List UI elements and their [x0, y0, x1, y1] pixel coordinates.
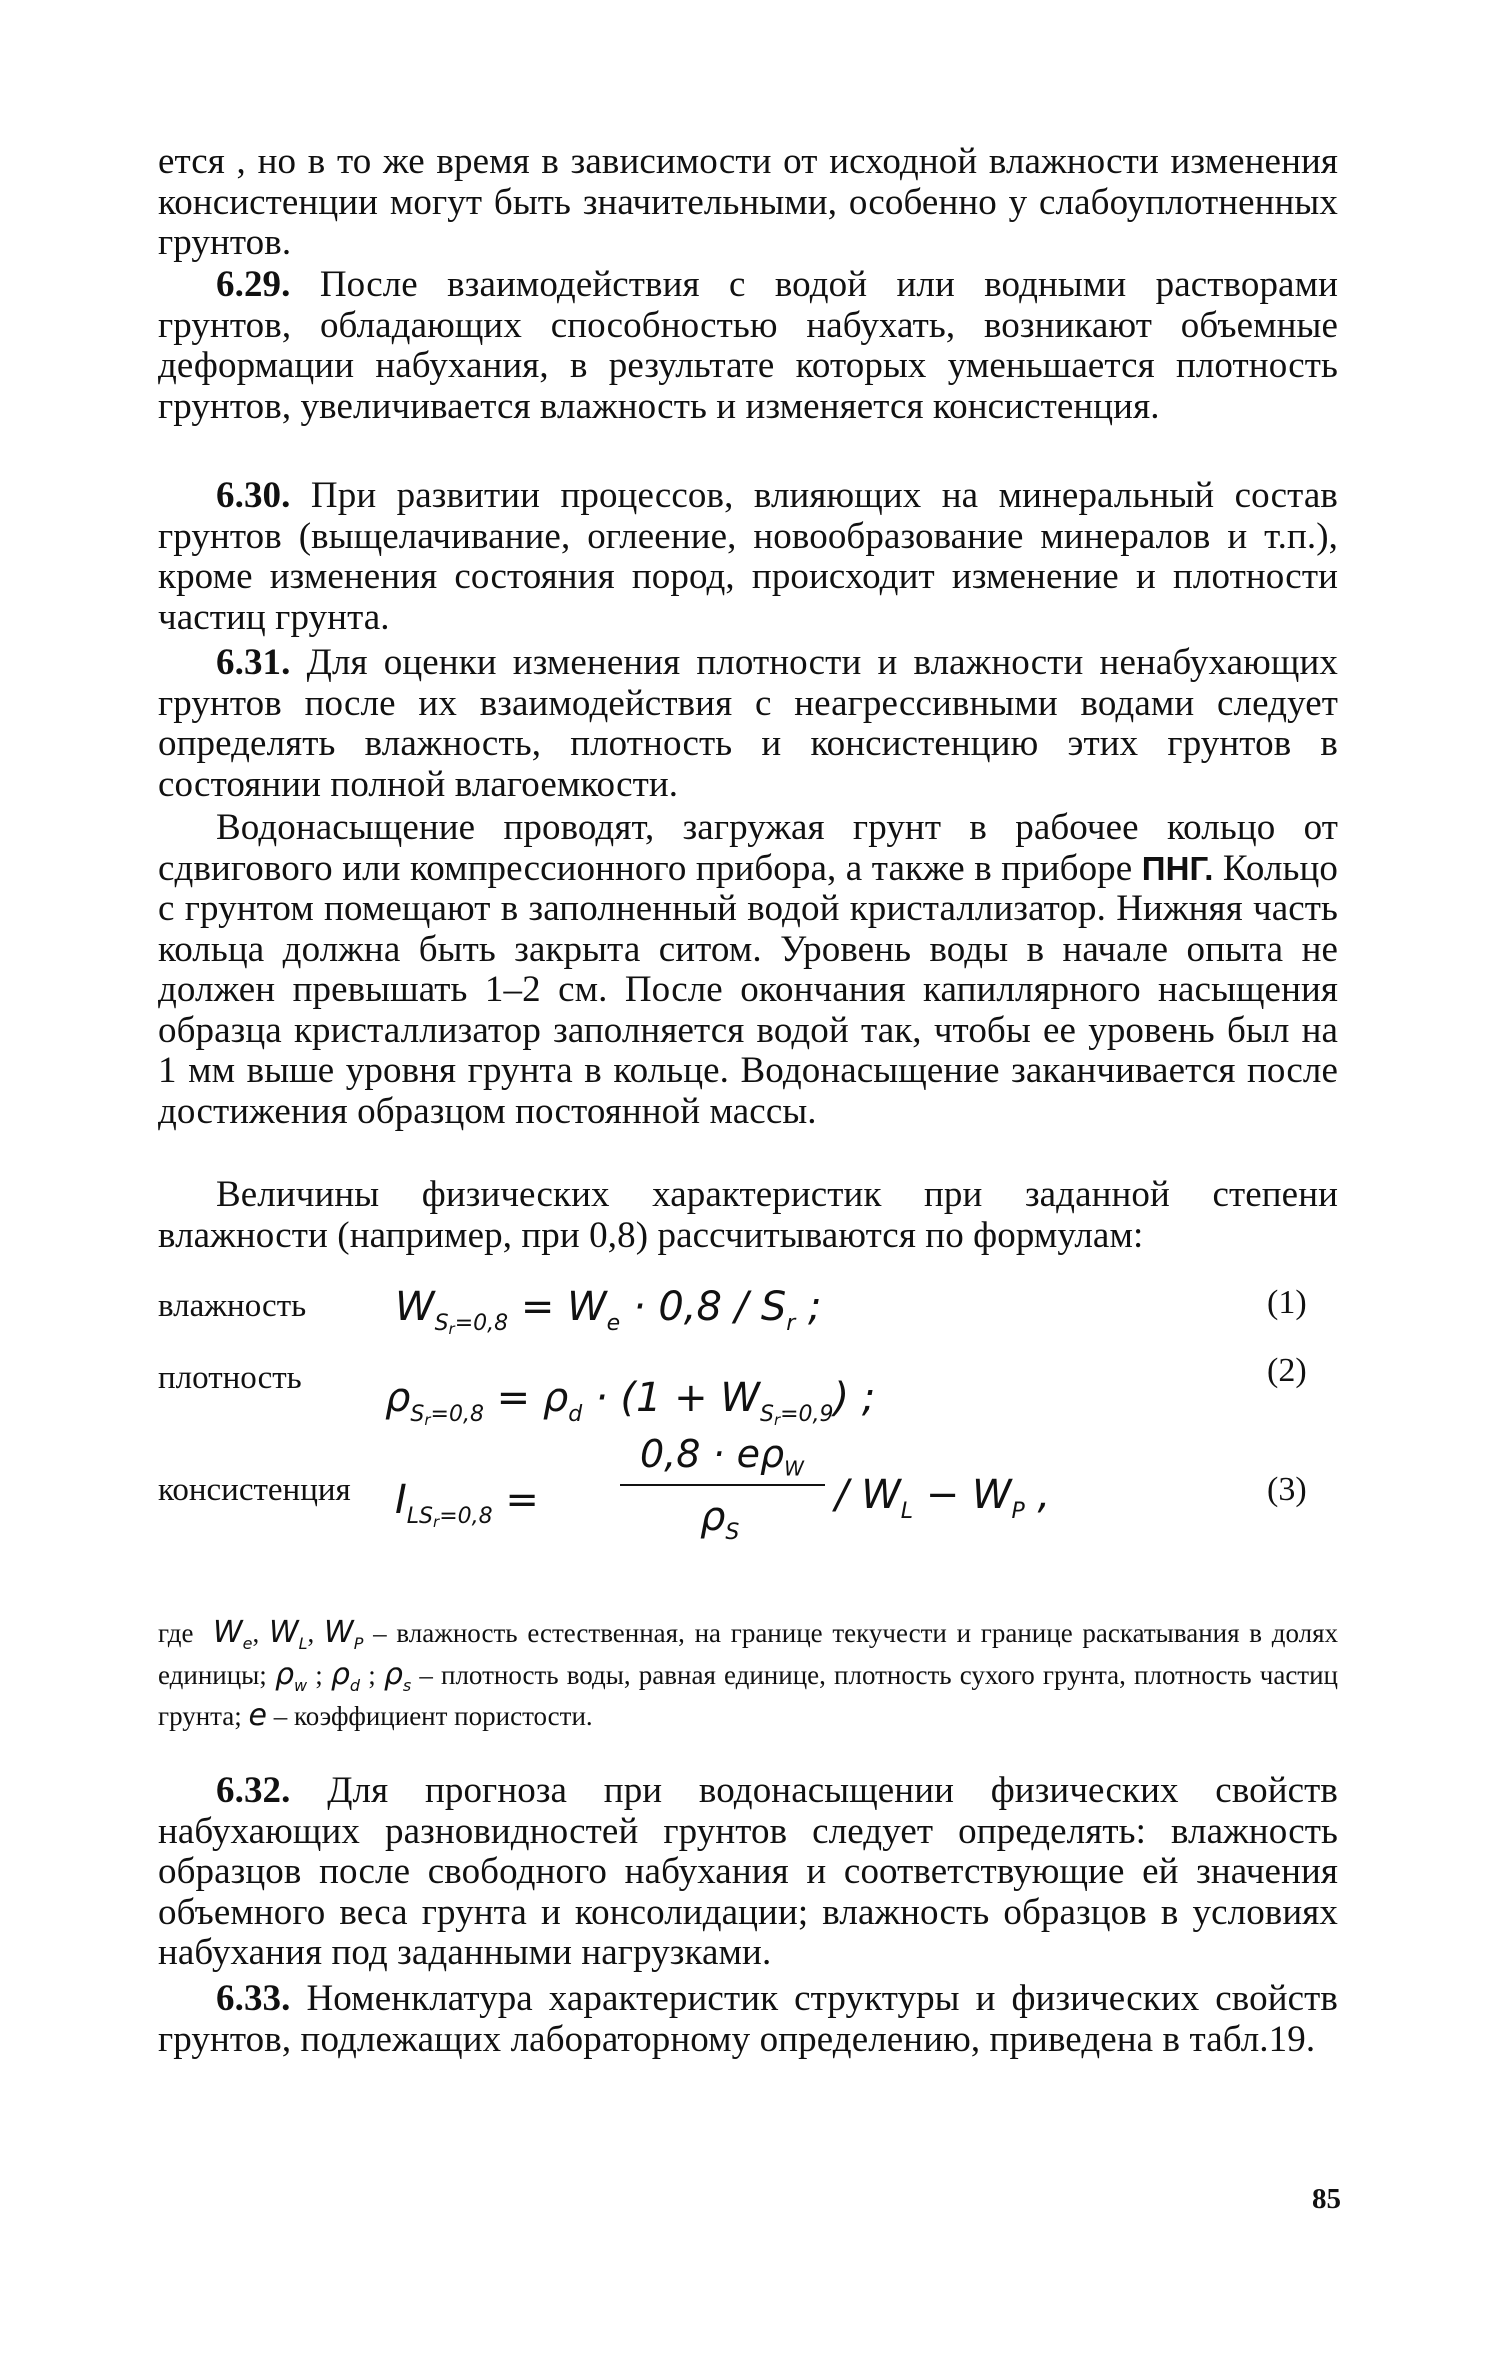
- device-name: ПНГ.: [1141, 849, 1214, 887]
- paragraph-6-31: 6.31. Для оценки изменения плотности и влажности ненабухающих грунтов после их взаимодействия с неагрессивными водами следует определять влажность, плотность и консистенцию этих грунтов в состоянии полной влагоемкости.: [158, 642, 1338, 805]
- formula-1-label: влажность: [158, 1288, 307, 1324]
- section-number: 6.29.: [216, 264, 291, 305]
- paragraph-formulas-intro: Величины физических характеристик при заданной степени влажности (например, при 0,8) рассчитываются по формулам:: [158, 1174, 1338, 1256]
- fraction-numerator: $0,8 \cdot e\rho_W$: [640, 1432, 804, 1481]
- fraction-denominator: $\rho_S$: [700, 1494, 740, 1545]
- formula-3-number: (3): [1267, 1471, 1307, 1508]
- symbol-wp: $W_P$: [324, 1615, 364, 1653]
- symbol-we: $W_e$: [212, 1615, 253, 1653]
- section-number: 6.30.: [216, 475, 291, 516]
- formula-consistency: $I_{LS_r=0,8}$ =: [395, 1477, 539, 1531]
- symbol-rho-d: $\rho_d$: [330, 1656, 361, 1695]
- paragraph-water-saturation: Водонасыщение проводят, загружая грунт в рабочее кольцо от сдвигового или компрессионного прибора, а также в приборе ПНГ. Кольцо с грунтом помещают в заполненный водой кристаллизатор. Нижняя часть кольца должна быть закрыта ситом. Уровень воды в начале опыта не должен превышать 1–2 см. После окончания капиллярного насыщения образца кристаллизатор заполняется водой так, чтобы ее уровень был на 1 мм выше уровня грунта в кольце. Водонасыщение заканчивается после достижения образцом постоянной массы.: [158, 807, 1339, 1132]
- paragraph-6-29: 6.29. После взаимодействия с водой или водными растворами грунтов, обладающих способностью набухать, возникают объемные деформации набухания, в результате которых уменьшается плотность грунтов, увеличивается влажность и изменяется консистенция.: [158, 264, 1338, 427]
- section-number: 6.32.: [216, 1770, 291, 1811]
- formula-density: $\rho_{S_r=0,8} = \rho_d \cdot (1 + W_{S_r=0,9})$ ;: [385, 1375, 876, 1429]
- symbol-e: e: [248, 1698, 268, 1733]
- formula-3-label: консистенция: [158, 1472, 351, 1508]
- symbol-rho-s: $\rho_s$: [383, 1656, 412, 1695]
- formula-1-number: (1): [1267, 1284, 1307, 1321]
- section-number: 6.31.: [216, 642, 291, 683]
- paragraph-6-30: 6.30. При развитии процессов, влияющих на минеральный состав грунтов (выщелачивание, оглеение, новообразование минералов и т.п.), кроме изменения состояния пород, происходит изменение и плотности частиц грунта.: [158, 475, 1338, 638]
- formula-notation-note: где $W_e$, $W_L$, $W_P$ – влажность естественная, на границе текучести и границе раскатывания в долях единицы; $\rho_w$ ; $\rho_d$ ; $\rho_s$ – плотность воды, равная единице, плотность сухого грунта, плотность частиц грунта; e – коэффициент пористости.: [158, 1615, 1339, 1733]
- paragraph-6-33: 6.33. Номенклатура характеристик структуры и физических свойств грунтов, подлежащих лабораторному определению, приведена в табл.19.: [158, 1978, 1338, 2060]
- paragraph-6-32: 6.32. Для прогноза при водонасыщении физических свойств набухающих разновидностей грунтов следует определять: влажность образцов после свободного набухания и соответствующие ей значения объемного веса грунта и консолидации; влажность образцов в условиях набухания под заданными нагрузками.: [158, 1770, 1338, 1973]
- formula-2-label: плотность: [158, 1360, 302, 1396]
- formula-2-number: (2): [1267, 1352, 1307, 1389]
- fraction-bar: [620, 1484, 825, 1486]
- paragraph-continuation: ется , но в то же время в зависимости от исходной влажности изменения консистенции могут быть значительными, особенно у слабоуплотненных грунтов.: [158, 141, 1338, 263]
- formula-consistency-tail: / $W_L - W_P$ ,: [835, 1472, 1051, 1524]
- page-number: 85: [1312, 2183, 1341, 2215]
- symbol-rho-w: $\rho_w$: [274, 1656, 308, 1695]
- symbol-wl: $W_L$: [268, 1615, 308, 1653]
- formula-moisture: $W_{S_r=0,8} = W_e \cdot 0,8 / S_r$ ;: [395, 1284, 822, 1338]
- section-number: 6.33.: [216, 1978, 291, 2019]
